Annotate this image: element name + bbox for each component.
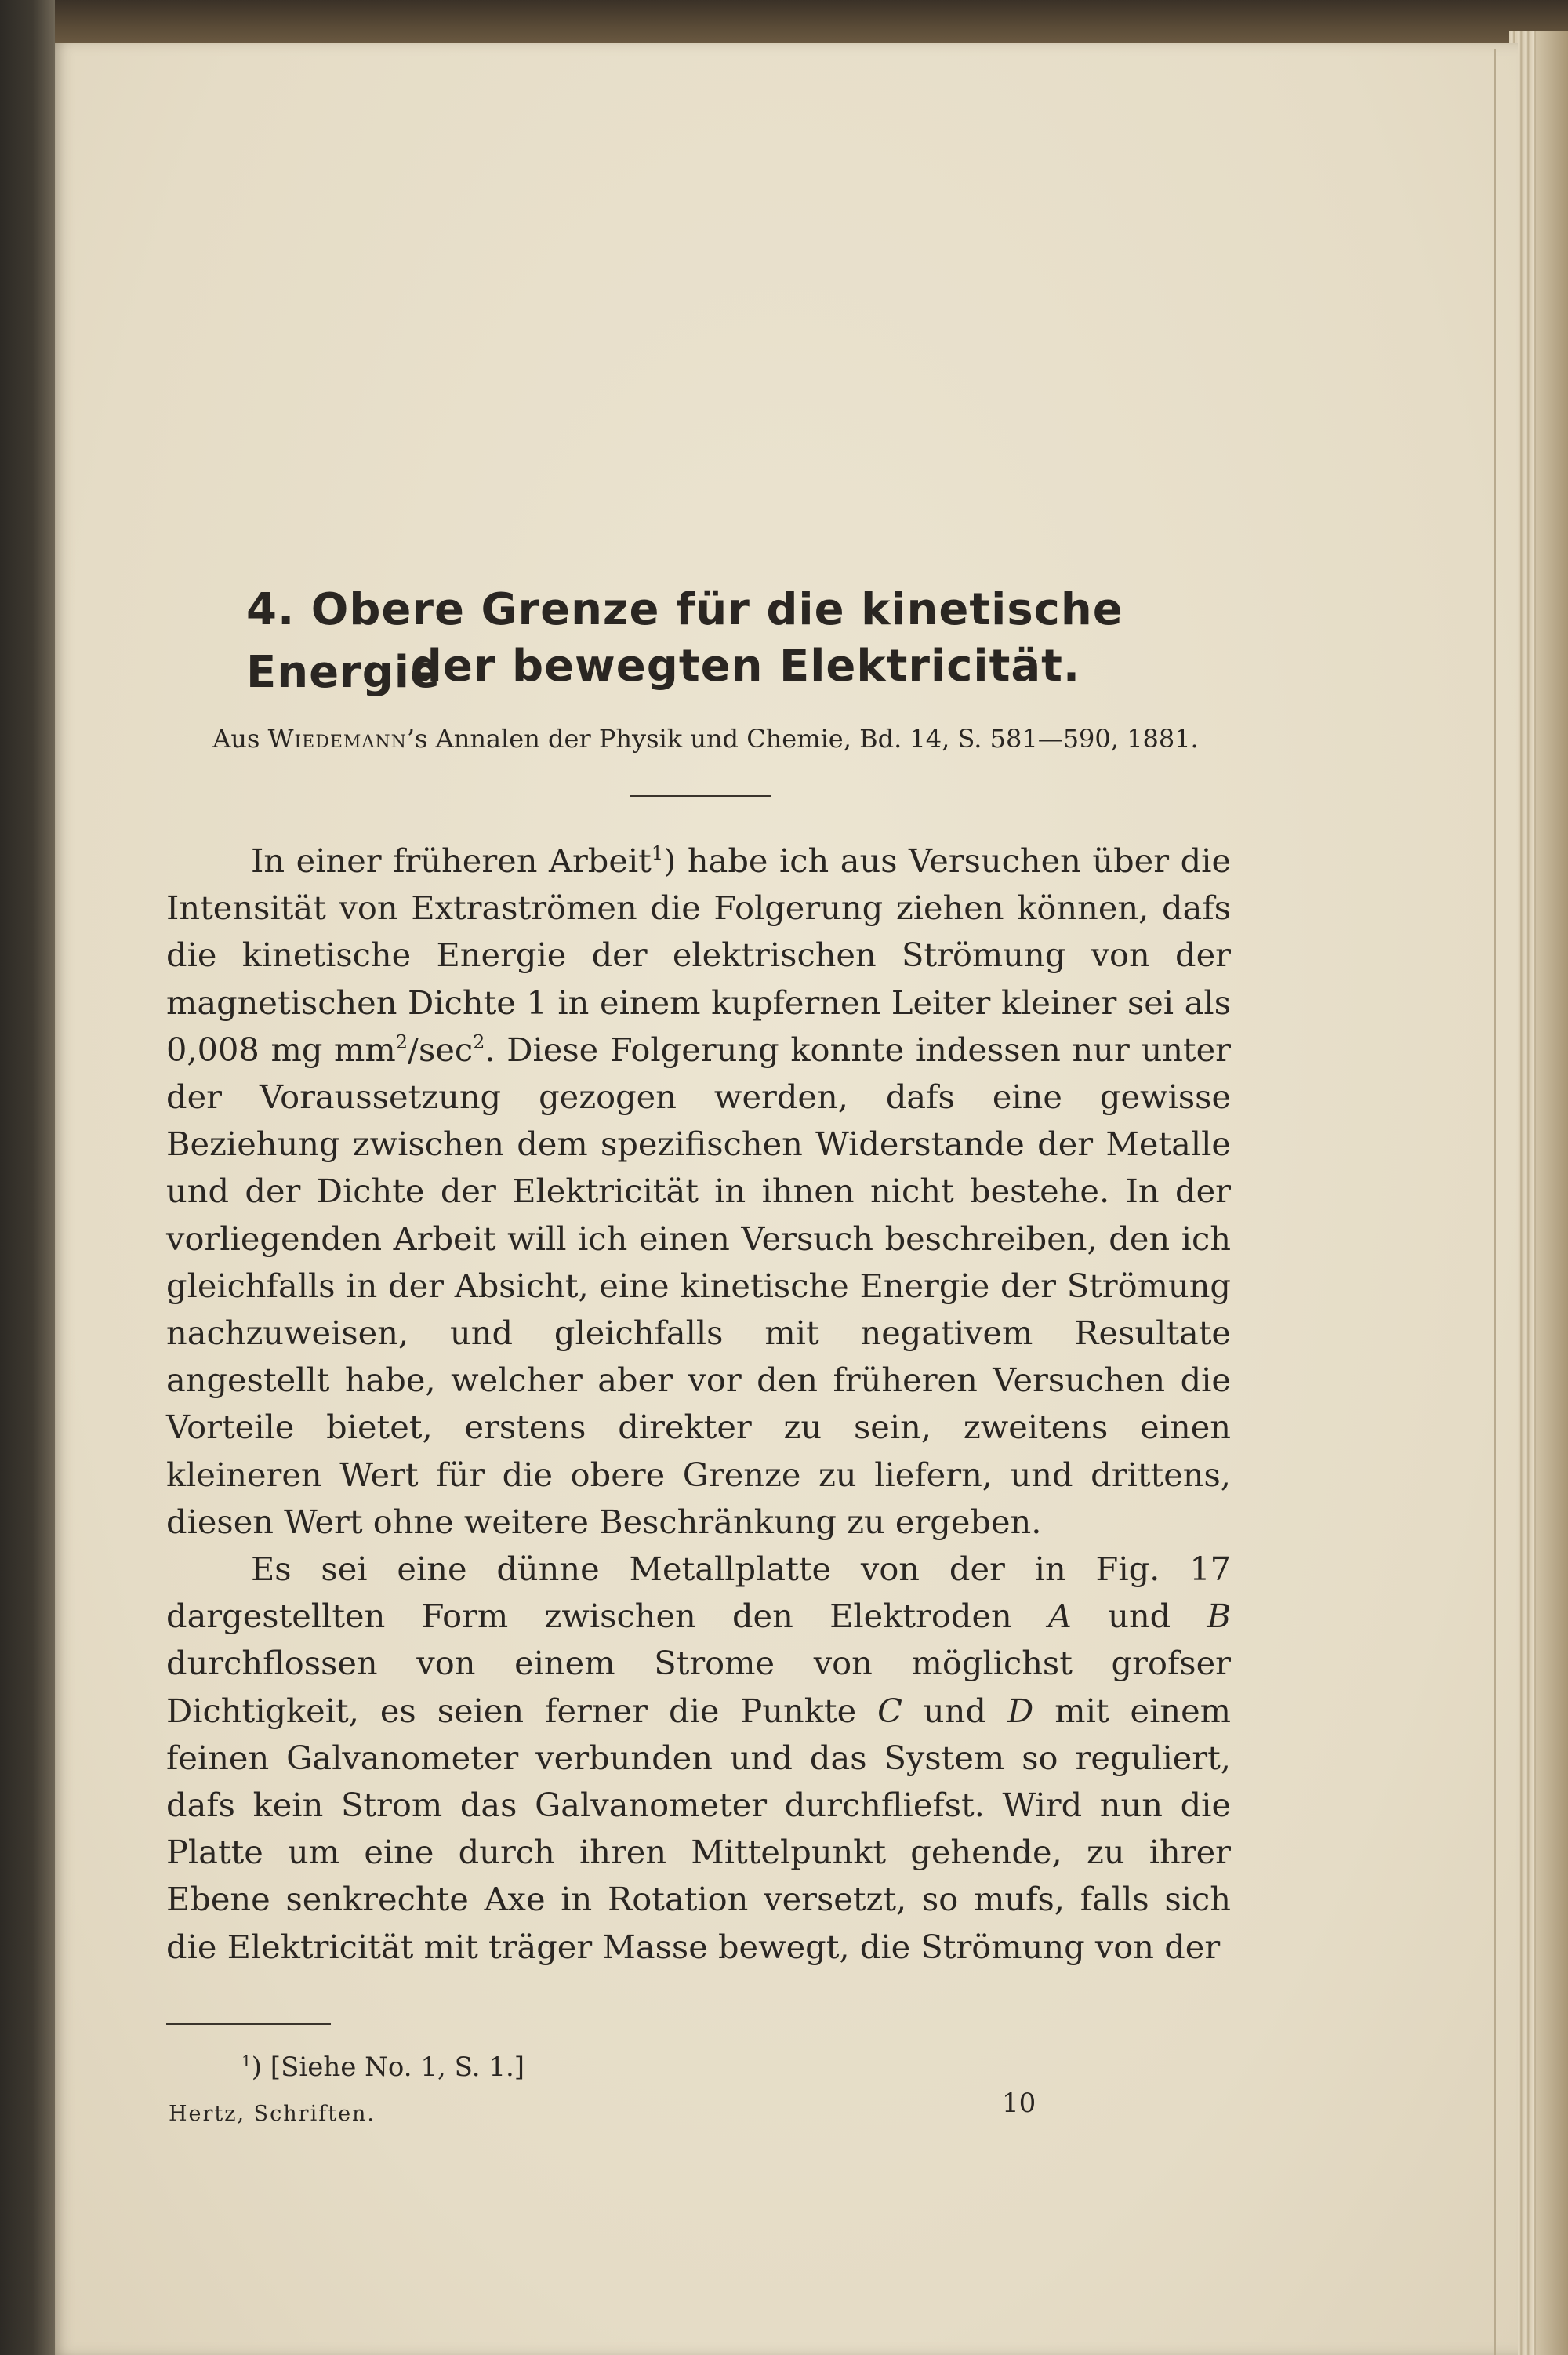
source-prefix: Aus [212,724,268,754]
source-citation [169,721,1243,756]
paragraph-1-text-d: . Diese Folgerung konnte indessen nur unter der Voraussetzung gezogen werden, dafs eine gewisse Beziehung zwischen dem spezifischen Widerstande der Metalle und der Dichte der Elektricität in ihnen nicht bestehe. In der vorliegenden Arbeit will ich einen Versuch beschreiben, den ich gleichfalls in der Absicht, eine kinetische Energie der Strömung nachzuweisen, und gleichfalls mit negativem Resultate angestellt habe, welcher aber vor den früheren Versuchen die Vorteile bietet, erstens direkter zu sein, zweitens einen kleineren Wert für die obere Grenze zu liefern, und drittens, diesen Wert ohne weitere Beschränkung zu ergeben. [166,1030,1231,1541]
page-edge-line [1494,49,1496,2355]
footnote-marker: 1 [241,2052,252,2070]
footnote-reference: 1 [651,842,664,864]
paragraph-1-text-a: In einer früheren Arbeit [251,841,652,880]
source-author: Wiedemann [267,724,407,754]
body-text [166,838,1231,1971]
paragraph-2-text-e: mit einem feinen Galvanometer verbunden und das System so reguliert, dafs kein Strom das Galvanometer durchfliefst. Wird nun die Platte um eine durch ihren Mittelpunkt gehende, zu ihrer Ebene senkrechte Axe in Rotation versetzt, so mufs, falls sich die Elektricität mit träger Masse bewegt, die Strömung von der [166,1691,1231,1966]
point-d-label: D [1007,1691,1034,1730]
signature-line: Hertz, Schriften. [169,2102,376,2126]
page-number: 10 [1002,2088,1036,2119]
unit-exponent: 2 [395,1030,408,1053]
page-stack-shadow [1537,31,1568,2355]
paragraph-1-text-c: /sec [408,1030,474,1069]
chapter-title-line-1: 4. Obere Grenze für die kinetische Energie [246,584,1123,698]
paragraph-2-text-d: und [902,1691,1007,1730]
paragraph-2-text-a: Es sei eine dünne Metallplatte von der in Fig. 17 dargestellten Form zwischen den Elektroden [166,1550,1231,1636]
electrode-b-label: B [1207,1597,1231,1636]
book-gutter [0,0,55,2355]
chapter-title-line-2: der bewegten Elektricität. [410,641,1081,692]
point-c-label: C [877,1691,902,1730]
footnote-text: ) [Siehe No. 1, S. 1.] [251,2052,525,2083]
title-separator-rule [630,795,771,797]
footnote-rule [166,2023,331,2025]
book-cover-edge [0,0,1568,45]
paragraph-2-text-c: durchflossen von einem Strome von möglichst grofser Dichtigkeit, es seien ferner die Punkte [166,1644,1231,1730]
paragraph-2-text-b: und [1071,1597,1207,1636]
footnote [241,2050,524,2084]
paragraph-1 [166,838,1231,1546]
paragraph-1-text-b: ) habe ich aus Versuchen über die Intensität von Extraströmen die Folgerung ziehen können, dafs die kinetische Energie der elektrischen Strömung von der magnetischen Dichte 1 in einem kupfernen Leiter kleiner sei als 0,008 mg mm [166,841,1231,1069]
unit-exponent: 2 [473,1030,485,1053]
paragraph-2 [166,1546,1231,1971]
source-details: ’s Annalen der Physik und Chemie, Bd. 14, S. 581—590, 1881. [406,724,1199,754]
electrode-a-label: A [1047,1597,1072,1636]
